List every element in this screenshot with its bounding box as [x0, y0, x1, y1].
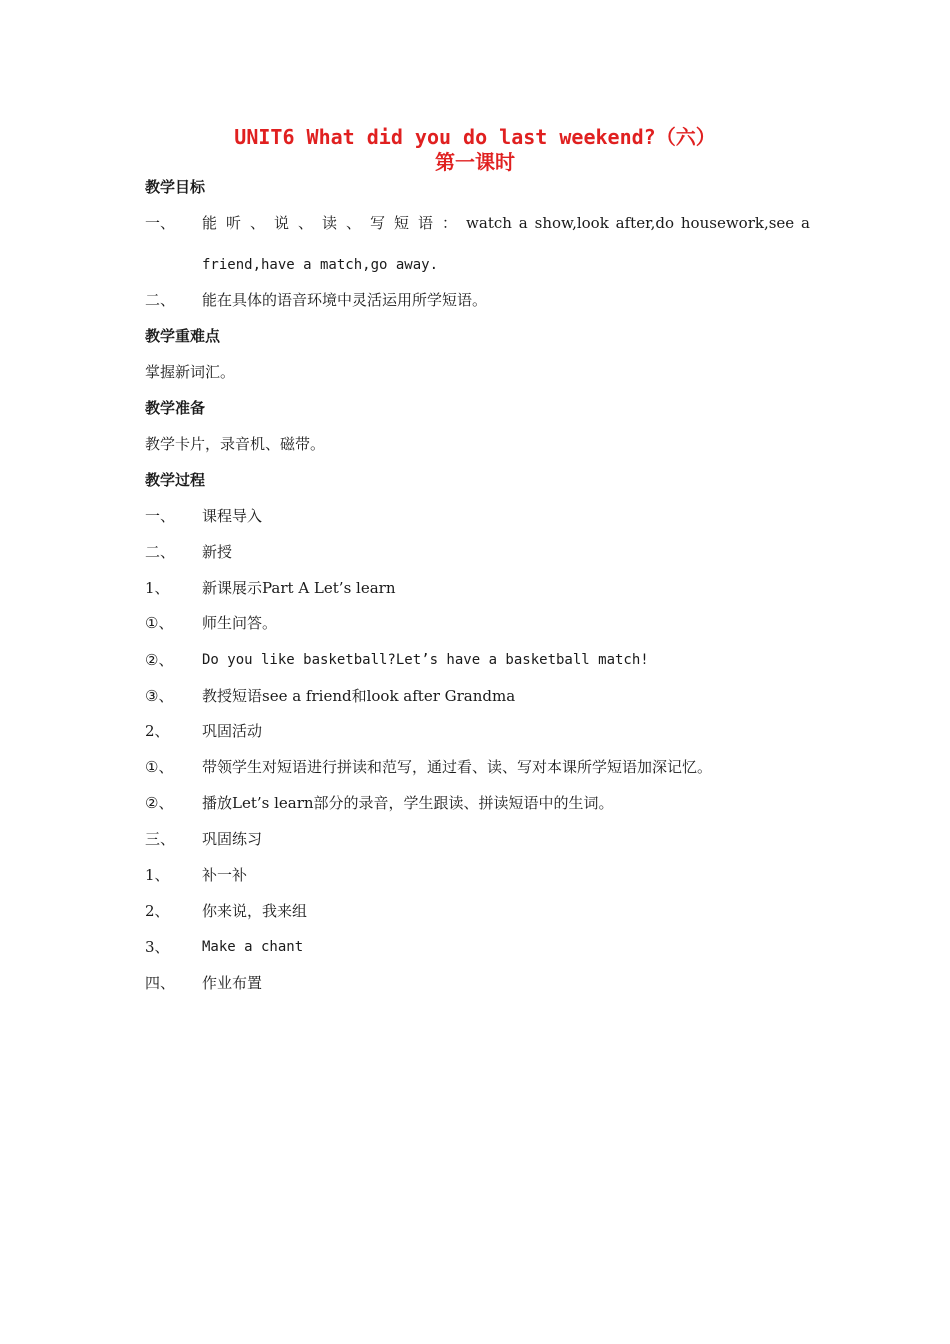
process-text: Make a chant	[202, 939, 304, 955]
goal-number: 二、	[145, 291, 176, 309]
process-text: 巩固练习	[202, 830, 263, 848]
process-text: 新课展示Part A Let’s learn	[202, 579, 396, 597]
process-text: 播放Let’s learn部分的录音，学生跟读、拼读短语中的生词。	[202, 794, 614, 812]
goal-text: 能在具体的语音环境中灵活运用所学短语。	[202, 291, 488, 309]
process-text: 师生问答。	[202, 614, 278, 632]
process-number: ②、	[145, 794, 174, 812]
process-text: 巩固活动	[202, 722, 263, 740]
process-number: ①、	[145, 758, 174, 776]
process-number: 一、	[145, 507, 176, 525]
document-title: UNIT6 What did you do last weekend?（六）	[234, 125, 716, 149]
process-number: 四、	[145, 974, 176, 992]
process-text: 作业布置	[202, 974, 263, 992]
section-heading-goals: 教学目标	[145, 178, 206, 196]
preparation-text: 教学卡片，录音机、磁带。	[145, 435, 326, 453]
process-text: 补一补	[202, 866, 248, 884]
section-heading-key-points: 教学重难点	[145, 327, 221, 345]
process-text: 课程导入	[202, 507, 263, 525]
process-number: 三、	[145, 830, 176, 848]
process-number: 1、	[145, 579, 170, 597]
section-heading-process: 教学过程	[145, 471, 206, 489]
process-number: 二、	[145, 543, 176, 561]
process-text: 教授短语see a friend和look after Grandma	[202, 687, 516, 705]
process-number: 2、	[145, 902, 170, 920]
goal-text-continuation: friend,have a match,go away.	[202, 257, 439, 273]
document-subtitle: 第一课时	[435, 150, 515, 174]
process-text: 你来说，我来组	[202, 902, 308, 920]
process-number: 3、	[145, 938, 170, 956]
key-points-text: 掌握新词汇。	[145, 363, 236, 381]
section-heading-preparation: 教学准备	[145, 399, 206, 417]
process-number: ③、	[145, 687, 174, 705]
process-number: ②、	[145, 651, 174, 669]
process-text: 新授	[202, 543, 233, 561]
goal-number: 一、	[145, 214, 176, 232]
process-number: ①、	[145, 614, 174, 632]
process-number: 2、	[145, 722, 170, 740]
process-number: 1、	[145, 866, 170, 884]
process-text: 带领学生对短语进行拼读和范写，通过看、读、写对本课所学短语加深记忆。	[202, 758, 713, 776]
goal-text: 能 听 、 说 、 读 、 写 短 语 ： watch a show,look after,do housework,see a	[202, 214, 810, 232]
process-text: Do you like basketball?Let’s have a basketball match!	[202, 652, 649, 668]
